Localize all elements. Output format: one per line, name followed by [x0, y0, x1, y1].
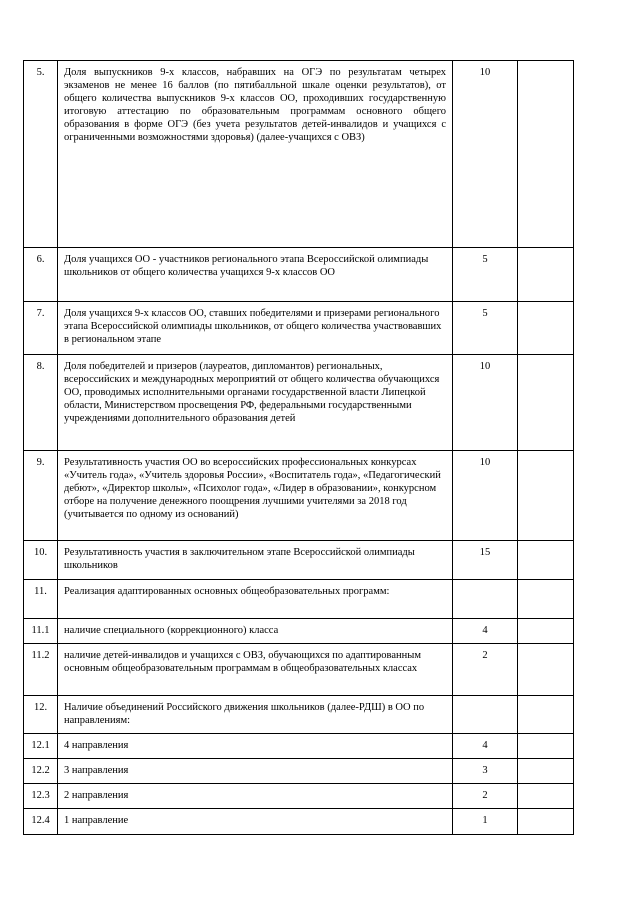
score-cell: [518, 61, 574, 248]
row-number: 7.: [24, 302, 58, 355]
score-cell: [518, 809, 574, 835]
table-row: [24, 355, 574, 451]
criterion-text: 2 направления: [58, 784, 453, 809]
criterion-text: Доля учащихся 9-х классов ОО, ставших победителями и призерами регионального этапа Всероссийской олимпиады школьников, от общего количества участвовавших в региональном этапе: [58, 302, 453, 355]
row-number: 9.: [24, 451, 58, 541]
score-cell: [518, 302, 574, 355]
score-cell: [518, 248, 574, 302]
table-row: [24, 759, 574, 784]
points-cell: 5: [453, 248, 518, 302]
criterion-text: наличие специального (коррекционного) класса: [58, 619, 453, 644]
row-number: 11.: [24, 580, 58, 619]
points-cell: 15: [453, 541, 518, 580]
criterion-text: Результативность участия в заключительном этапе Всероссийской олимпиады школьников: [58, 541, 453, 580]
points-cell: 10: [453, 61, 518, 248]
row-number: 12.1: [24, 734, 58, 759]
points-cell: 2: [453, 644, 518, 696]
score-cell: [518, 541, 574, 580]
criterion-text: 3 направления: [58, 759, 453, 784]
points-cell: 4: [453, 734, 518, 759]
score-cell: [518, 734, 574, 759]
criterion-text: 4 направления: [58, 734, 453, 759]
table-row: [24, 619, 574, 644]
table-row: [24, 302, 574, 355]
score-cell: [518, 784, 574, 809]
points-cell: [453, 580, 518, 619]
points-cell: [453, 696, 518, 734]
row-number: 8.: [24, 355, 58, 451]
score-cell: [518, 759, 574, 784]
row-number: 11.1: [24, 619, 58, 644]
criterion-text: Реализация адаптированных основных общеобразовательных программ:: [58, 580, 453, 619]
points-cell: 3: [453, 759, 518, 784]
criterion-text: наличие детей-инвалидов и учащихся с ОВЗ, обучающихся по адаптированным основным общеобразовательным программам в общеобразовательных классах: [58, 644, 453, 696]
criterion-text: Доля победителей и призеров (лауреатов, дипломантов) региональных, всероссийских и международных мероприятий от общего количества обучающихся ОО, проводимых исполнительными органами государственной власти Липецкой области, Министерством просвещения РФ, федеральными государственными учреждениями дополнительного образования детей: [58, 355, 453, 451]
criterion-text: Наличие объединений Российского движения школьников (далее-РДШ) в ОО по направлениям:: [58, 696, 453, 734]
points-cell: 1: [453, 809, 518, 835]
points-cell: 10: [453, 355, 518, 451]
score-cell: [518, 696, 574, 734]
score-cell: [518, 451, 574, 541]
table-row: [24, 734, 574, 759]
points-cell: 4: [453, 619, 518, 644]
table-row: [24, 61, 574, 248]
table-row: [24, 809, 574, 835]
table-row: [24, 451, 574, 541]
table-row: [24, 248, 574, 302]
table-row: [24, 696, 574, 734]
criterion-text: Результативность участия ОО во всероссийских профессиональных конкурсах «Учитель года», «Учитель здоровья России», «Воспитатель года», «Педагогический дебют», «Директор школы», «Психолог года», «Лидер в образовании», конкурсном отборе на получение денежного поощрения лучшими учителями за 2018 год (учитывается по одному из оснований): [58, 451, 453, 541]
score-cell: [518, 619, 574, 644]
row-number: 12.2: [24, 759, 58, 784]
score-cell: [518, 355, 574, 451]
row-number: 10.: [24, 541, 58, 580]
points-cell: 2: [453, 784, 518, 809]
table-row: [24, 541, 574, 580]
score-cell: [518, 580, 574, 619]
points-cell: 5: [453, 302, 518, 355]
row-number: 12.: [24, 696, 58, 734]
criterion-text: 1 направление: [58, 809, 453, 835]
row-number: 11.2: [24, 644, 58, 696]
table-row: [24, 784, 574, 809]
table-row: [24, 644, 574, 696]
criterion-text: Доля выпускников 9-х классов, набравших на ОГЭ по результатам четырех экзаменов не менее 16 баллов (по пятибалльной шкале оценки результатов), от общего количества выпускников 9-х классов ОО, проходивших государственную итоговую аттестацию по образовательным программам основного общего образования в форме ОГЭ (без учета результатов детей-инвалидов и учащихся с ограниченными возможностями здоровья) (далее-учащихся с ОВЗ): [58, 61, 453, 248]
points-cell: 10: [453, 451, 518, 541]
table-row: [24, 580, 574, 619]
row-number: 12.3: [24, 784, 58, 809]
row-number: 6.: [24, 248, 58, 302]
row-number: 5.: [24, 61, 58, 248]
row-number: 12.4: [24, 809, 58, 835]
score-cell: [518, 644, 574, 696]
criteria-table: [23, 60, 574, 835]
criterion-text: Доля учащихся ОО - участников регионального этапа Всероссийской олимпиады школьников от общего количества учащихся 9-х классов ОО: [58, 248, 453, 302]
